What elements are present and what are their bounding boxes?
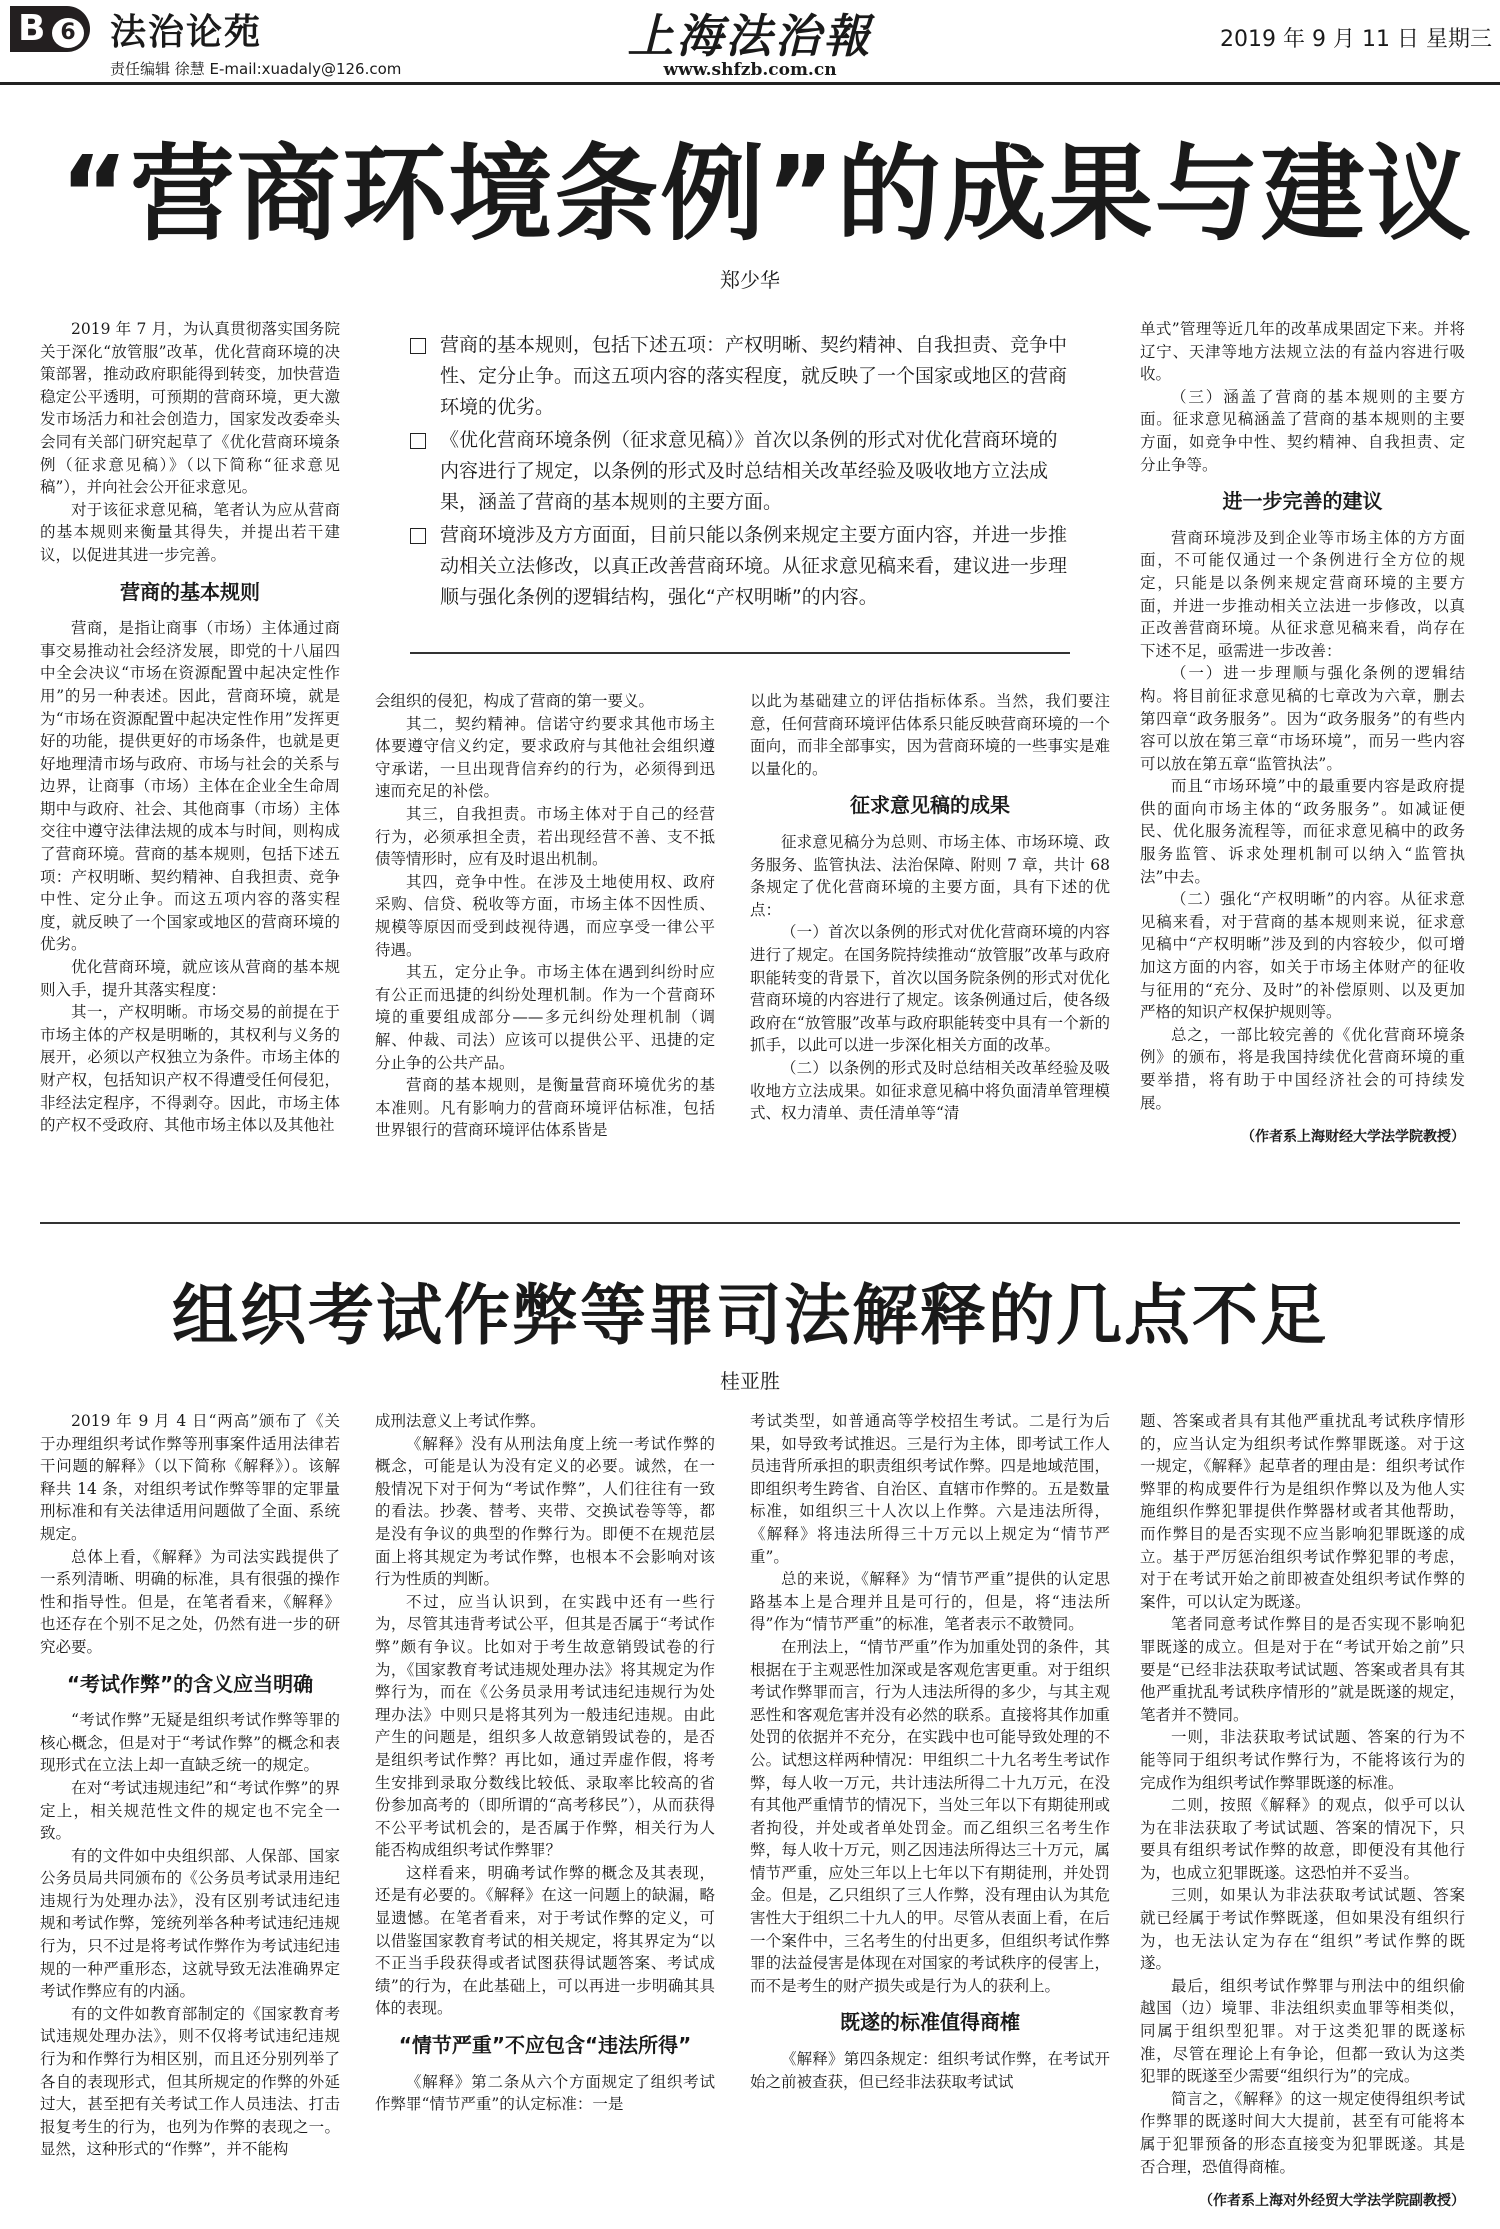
paragraph: 简言之，《解释》的这一规定使得组织考试作弊罪的既遂时间大大提前，甚至有可能将本属于犯罪预备的形态直接变为犯罪既遂。其是否合理，恐值得商榷。 xyxy=(1140,2089,1465,2176)
editor-line: 责任编辑 徐慧 E-mail:xuadaly@126.com xyxy=(110,60,402,78)
paragraph: （二）强化“产权明晰”的内容。从征求意见稿来看，对于营商的基本规则来说，征求意见稿中“产权明晰”涉及到的内容较少，似可增加这方面的内容，如关于市场主体财产的征收与征用的“充分、及时”的补偿原则、以及更加严格的知识产权保护规则等。 xyxy=(1140,890,1465,1022)
paragraph: （二）以条例的形式及时总结相关改革经验及吸收地方立法成果。如征求意见稿中将负面清单管理模式、权力清单、责任清单等“清 xyxy=(750,1058,1110,1123)
paragraph: 营商环境涉及到企业等市场主体的方方面面，不可能仅通过一个条例进行全方位的规定，只能是以条例来规定营商环境的主要方面，并进一步推动相关立法进一步修改，以真正改善营商环境。从征求意见稿来看，尚存在下述不足，亟需进一步改善： xyxy=(1140,528,1465,660)
article2-column-2 xyxy=(375,1410,715,2225)
paragraph: 征求意见稿分为总则、市场主体、市场环境、政务服务、监管执法、法治保障、附则 7 章，共计 68 条规定了优化营商环境的主要方面，具有下述的优点： xyxy=(750,832,1110,919)
paragraph: 有的文件如中央组织部、人保部、国家公务员局共同颁布的《公务员考试录用违纪违规行为处理办法》，没有区别考试违纪违规和考试作弊，笼统列举各种考试违纪违规行为，只不过是将考试作弊作为考试违纪违规的一种严重形态，这就导致无法准确界定考试作弊应有的内涵。 xyxy=(40,1846,340,2001)
paragraph: 这样看来，明确考试作弊的概念及其表现，还是有必要的。《解释》在这一问题上的缺漏，略显遗憾。在笔者看来，对于考试作弊的定义，可以借鉴国家教育考试的相关规定，将其界定为“以不正当手段获得或者试图获得试题答案、考试成绩”的行为，在此基础上，可以再进一步明确其具体的表现。 xyxy=(375,1863,715,2018)
paragraph: 而且“市场环境”中的最重要内容是政府提供的面向市场主体的“政务服务”。如减证便民、优化服务流程等，而征求意见稿中的政务服务监管、诉求处理机制可以纳入“监管执法”中去。 xyxy=(1140,777,1465,886)
article1-column-4 xyxy=(1140,318,1465,1218)
article1-column-3 xyxy=(750,690,1110,1210)
paragraph: 营商，是指让商事（市场）主体通过商事交易推动社会经济发展，即党的十八届四中全会决议“市场在资源配置中起决定性作用”的另一种表述。因此，营商环境，就是为“市场在资源配置中起决定性作用”发挥更好的功能，提供更好的市场条件，也就是更好地理清市场与政府、市场与社会的关系与边界，让商事（市场）主体在企业全生命周期中与政府、社会、其他商事（市场）主体交往中遵守法律法规的成本与时间，则构成了营商环境。营商的基本规则，包括下述五项：产权明晰、契约精神、自我担责、竞争中性、定分止争。而这五项内容的落实程度，就反映了一个国家或地区的营商环境的优劣。 xyxy=(40,619,340,954)
paragraph: 营商的基本规则，是衡量营商环境优劣的基本准则。凡有影响力的营商环境评估标准，包括世界银行的营商环境评估体系皆是 xyxy=(375,1076,715,1140)
highlight-text: 营商的基本规则，包括下述五项：产权明晰、契约精神、自我担责、竞争中性、定分止争。而这五项内容的落实程度，就反映了一个国家或地区的营商环境的优劣。 xyxy=(440,334,1068,418)
author-signature: （作者系上海财经大学法学院教授） xyxy=(1241,1129,1465,1146)
paragraph: 考试类型，如普通高等学校招生考试。二是行为后果，如导致考试推迟。三是行为主体，即考试工作人员违背所承担的职责组织考试作弊。四是地域范围，即组织考生跨省、自治区、直辖市作弊的。五是数量标准，如组织三十人次以上作弊。六是违法所得，《解释》将违法所得三十万元以上规定为“情节严重”。 xyxy=(750,1412,1110,1566)
subheading: 既遂的标准值得商榷 xyxy=(840,2010,1020,2035)
header-rule xyxy=(0,82,1500,85)
paragraph: 笔者同意考试作弊目的是否实现不影响犯罪既遂的成立。但是对于在“考试开始之前”只要是“已经非法获取考试试题、答案或者具有其他严重扰乱考试秩序情形的”就是既遂的规定，笔者并不赞同。 xyxy=(1140,1615,1465,1724)
paragraph: 2019 年 7 月，为认真贯彻落实国务院关于深化“放管服”改革，优化营商环境的决策部署，推动政府职能得到转变，加快营造稳定公平透明，可预期的营商环境，更大激发市场活力和社会创造力，国家发改委牵头会同有关部门研究起草了《优化营商环境条例（征求意见稿）》（以下简称“征求意见稿”），并向社会公开征求意见。 xyxy=(40,320,340,497)
square-bullet-icon xyxy=(410,338,426,354)
publication-date: 2019 年 9 月 11 日 星期三 xyxy=(1220,27,1492,52)
paragraph: 在刑法上，“情节严重”作为加重处罚的条件，其根据在于主观恶性加深或是客观危害更重。对于组织考试作弊罪而言，行为人违法所得的多少，与其主观恶性和客观危害并没有必然的联系。直接将其作加重处罚的依据并不充分，在实践中也可能导致处理的不公。试想这样两种情况：甲组织二十九名考生考试作弊，每人收一万元，共计违法所得二十九万元，在没有其他严重情节的情况下，当处三年以下有期徒刑或者拘役，并处或者单处罚金。而乙组织三名考生作弊，每人收十万元，则乙因违法所得达三十万元，属情节严重，应处三年以上七年以下有期徒刑，并处罚金。但是，乙只组织了三人作弊，没有理由认为其危害性大于组织二十九人的甲。尽管从表面上看，在后一个案件中，三名考生的付出更多，但组织考试作弊罪的法益侵害是体现在对国家的考试秩序的侵害上，而不是考生的财产损失或是行为人的获利上。 xyxy=(750,1637,1110,1995)
paragraph: 最后，组织考试作弊罪与刑法中的组织偷越国（边）境罪、非法组织卖血罪等相类似，同属于组织型犯罪。对于这类犯罪的既遂标准，尽管在理论上有争论，但都一致认为这类犯罪的既遂至少需要“组织行为”的完成。 xyxy=(1140,1976,1465,2086)
paragraph: 一则，非法获取考试试题、答案的行为不能等同于组织考试作弊行为，不能将该行为的完成作为组织考试作弊罪既遂的标准。 xyxy=(1140,1728,1465,1792)
subheading: 营商的基本规则 xyxy=(120,579,260,604)
paragraph: （一）首次以条例的形式对优化营商环境的内容进行了规定。在国务院持续推动“放管服”改革与政府职能转变的背景下，首次以国务院条例的形式对优化营商环境的内容进行了规定。该条例通过后，使各级政府在“放管服”改革与政府职能转变中具有一个新的抓手，以此可以进一步深化相关方面的改革。 xyxy=(750,923,1110,1055)
article2-author: 桂亚胜 xyxy=(720,1369,780,1393)
paragraph: 其三，自我担责。市场主体对于自己的经营行为，必须承担全责，若出现经营不善、支不抵债等情形时，应有及时退出机制。 xyxy=(375,804,715,869)
article2-column-4 xyxy=(1140,1410,1465,2225)
paragraph: 《解释》第四条规定：组织考试作弊，在考试开始之前被查获，但已经非法获取考试试 xyxy=(750,2050,1110,2091)
square-bullet-icon xyxy=(410,433,426,449)
paragraph: 《解释》没有从刑法角度上统一考试作弊的概念，可能是认为没有定义的必要。诚然，在一般情况下对于何为“考试作弊”，人们往往有一致的看法。抄袭、替考、夹带、交换试卷等等，都是没有争议的典型的作弊行为。即便不在规范层面上将其规定为考试作弊，也根本不会影响对该行为性质的判断。 xyxy=(375,1434,715,1589)
section-name: 法治论苑 xyxy=(110,12,263,53)
paragraph: 总体上看，《解释》为司法实践提供了一系列清晰、明确的标准，具有很强的操作性和指导性。但是，在笔者看来，《解释》也还存在个别不足之处，仍然有进一步的研究必要。 xyxy=(40,1547,340,1656)
paragraph: 其四，竞争中性。在涉及土地使用权、政府采购、信贷、税收等方面，市场主体不因性质、规模等原因而受到歧视待遇，而应享受一律公平待遇。 xyxy=(375,872,715,959)
author-signature: （作者系上海对外经贸大学法学院副教授） xyxy=(1199,2193,1465,2210)
article2-column-1 xyxy=(40,1410,340,2225)
page-letter: B xyxy=(18,8,46,49)
highlight-text: 《优化营商环境条例（征求意见稿）》首次以条例的形式对优化营商环境的内容进行了规定，以条例的形式及时总结相关改革经验及吸收地方立法成果，涵盖了营商的基本规则的主要方面。 xyxy=(440,429,1058,513)
paragraph: 总的来说，《解释》为“情节严重”提供的认定思路基本上是合理并且是可行的，但是，将“违法所得”作为“情节严重”的标准，笔者表示不敢赞同。 xyxy=(750,1570,1110,1634)
paragraph: 《解释》第二条从六个方面规定了组织考试作弊罪“情节严重”的认定标准：一是 xyxy=(375,2072,715,2114)
page-number-badge xyxy=(10,6,90,52)
highlight-item xyxy=(410,520,1070,613)
paragraph: 成刑法意义上考试作弊。 xyxy=(375,1412,546,1430)
paragraph: 有的文件如教育部制定的《国家教育考试违规处理办法》，则不仅将考试违纪违规行为和作弊行为相区别，而且还分别列举了各自的表现形式，但其所规定的作弊的外延过大，甚至把有关考试工作人员违法、打击报复考生的行为，也列为作弊的表现之一。显然，这种形式的“作弊”，并不能构 xyxy=(40,2004,340,2159)
paragraph: （三）涵盖了营商的基本规则的主要方面。征求意见稿涵盖了营商的基本规则的主要方面，如竞争中性、契约精神、自我担责、定分止争等。 xyxy=(1140,387,1465,474)
paragraph: 以此为基础建立的评估指标体系。当然，我们要注意，任何营商环境评估体系只能反映营商环境的一个面向，而非全部事实，因为营商环境的一些事实是难以量化的。 xyxy=(750,692,1110,778)
paragraph: 其一，产权明晰。市场交易的前提在于市场主体的产权是明晰的，其权利与义务的展开，必须以产权独立为条件。市场主体的财产权，包括知识产权不得遭受任何侵犯，非经法定程序，不得剥夺。因此，市场主体的产权不受政府、其他市场主体以及其他社 xyxy=(40,1003,340,1135)
paragraph: 单式”管理等近几年的改革成果固定下来。并将辽宁、天津等地方法规立法的有益内容进行吸收。 xyxy=(1140,320,1465,384)
highlight-text: 营商环境涉及方方面面，目前只能以条例来规定主要方面内容，并进一步推动相关立法修改，以真正改善营商环境。从征求意见稿来看，建议进一步理顺与强化条例的逻辑结构，强化“产权明晰”的内容。 xyxy=(440,524,1068,608)
subheading: 进一步完善的建议 xyxy=(1222,489,1383,514)
highlight-item xyxy=(410,330,1070,423)
paragraph: 总之，一部比较完善的《优化营商环境条例》的颁布，将是我国持续优化营商环境的重要举措，将有助于中国经济社会的可持续发展。 xyxy=(1140,1025,1465,1112)
paragraph: 三则，如果认为非法获取考试试题、答案就已经属于考试作弊既遂，但如果没有组织行为，也无法认定为存在“组织”考试作弊的既遂。 xyxy=(1140,1886,1465,1973)
paragraph: 2019 年 9 月 4 日“两高”颁布了《关于办理组织考试作弊等刑事案件适用法律若干问题的解释》（以下简称《解释》）。该解释共 14 条，对组织考试作弊等罪的定罪量刑标准和有关法律适用问题做了全面、系统规定。 xyxy=(40,1412,340,1543)
subheading: “考试作弊”的含义应当明确 xyxy=(66,1671,314,1696)
article1-highlights-box xyxy=(410,330,1070,615)
paragraph: 对于该征求意见稿，笔者认为应从营商的基本规则来衡量其得失，并提出若干建议，以促进其进一步完善。 xyxy=(40,500,340,564)
website-url: www.shfzb.com.cn xyxy=(663,60,837,80)
paragraph: 其五，定分止争。市场主体在遇到纠纷时应有公正而迅捷的纠纷处理机制。作为一个营商环境的重要组成部分——多元纠纷处理机制（调解、仲裁、司法）应该可以提供公平、迅捷的定分止争的公共产品。 xyxy=(375,963,715,1072)
article1-author: 郑少华 xyxy=(720,268,780,292)
article2-column-3 xyxy=(750,1410,1110,2225)
highlights-rule xyxy=(410,652,1070,654)
paragraph: 二则，按照《解释》的观点，似乎可以认为在非法获取了考试试题、答案的情况下，只要具有组织考试作弊的故意，即便没有其他行为，也成立犯罪既遂。这恐怕并不妥当。 xyxy=(1140,1796,1465,1882)
paragraph: 在对“考试违规违纪”和“考试作弊”的界定上，相关规范性文件的规定也不完全一致。 xyxy=(40,1778,340,1843)
masthead-logo: 上海法治報 xyxy=(627,9,873,63)
article1-column-1 xyxy=(40,318,340,1218)
square-bullet-icon xyxy=(410,528,426,544)
article1-column-2 xyxy=(375,690,715,1210)
paragraph: 不过，应当认识到，在实践中还有一些行为，尽管其违背考试公平，但其是否属于“考试作弊”颇有争议。比如对于考生故意销毁试卷的行为，《国家教育考试违规处理办法》将其规定为作弊行为，而在《公务员录用考试违纪违规行为处理办法》中则只是将其列为一般违纪违规。由此产生的问题是，组织多人故意销毁试卷的，是否是组织考试作弊？再比如，通过弄虚作假，将考生安排到录取分数线比较低、录取率比较高的省份参加高考的（即所谓的“高考移民”），从而获得不公平考试机会的，是否属于作弊，相关行为人能否构成组织考试作弊罪？ xyxy=(375,1592,715,1860)
subheading: 征求意见稿的成果 xyxy=(850,793,1010,818)
paragraph: 题、答案或者具有其他严重扰乱考试秩序情形的，应当认定为组织考试作弊罪既遂。对于这一规定，《解释》起草者的理由是：组织考试作弊罪的构成要件行为是组织作弊以及为他人实施组织作弊犯罪提供作弊器材或者其他帮助，而作弊目的是否实现不应当影响犯罪既遂的成立。基于严厉惩治组织考试作弊犯罪的考虑，对于在考试开始之前即被查处组织考试作弊的案件，可以认定为既遂。 xyxy=(1140,1412,1465,1611)
highlight-item xyxy=(410,425,1070,518)
article2-title: 组织考试作弊等罪司法解释的几点不足 xyxy=(172,1277,1328,1354)
paragraph: 其二，契约精神。信诺守约要求其他市场主体要遵守信义约定，要求政府与其他社会组织遵守承诺，一旦出现背信弃约的行为，必须得到迅速而充足的补偿。 xyxy=(375,714,715,801)
page-number: 6 xyxy=(52,18,84,48)
article1-title: “营商环境条例”的成果与建议 xyxy=(60,133,1473,255)
subheading: “情节严重”不应包含“违法所得” xyxy=(398,2033,692,2058)
paragraph: （一）进一步理顺与强化条例的逻辑结构。将目前征求意见稿的七章改为六章，删去第四章“政务服务”。因为“政务服务”的有些内容可以放在第三章“市场环境”，而另一些内容可以放在第五章“监管执法”。 xyxy=(1140,664,1465,773)
paragraph: 优化营商环境，就应该从营商的基本规则入手，提升其落实程度： xyxy=(40,958,340,999)
paragraph: “考试作弊”无疑是组织考试作弊等罪的核心概念，但是对于“考试作弊”的概念和表现形式在立法上却一直缺乏统一的规定。 xyxy=(40,1711,340,1775)
article-divider xyxy=(40,1222,1460,1224)
paragraph: 会组织的侵犯，构成了营商的第一要义。 xyxy=(375,692,655,710)
